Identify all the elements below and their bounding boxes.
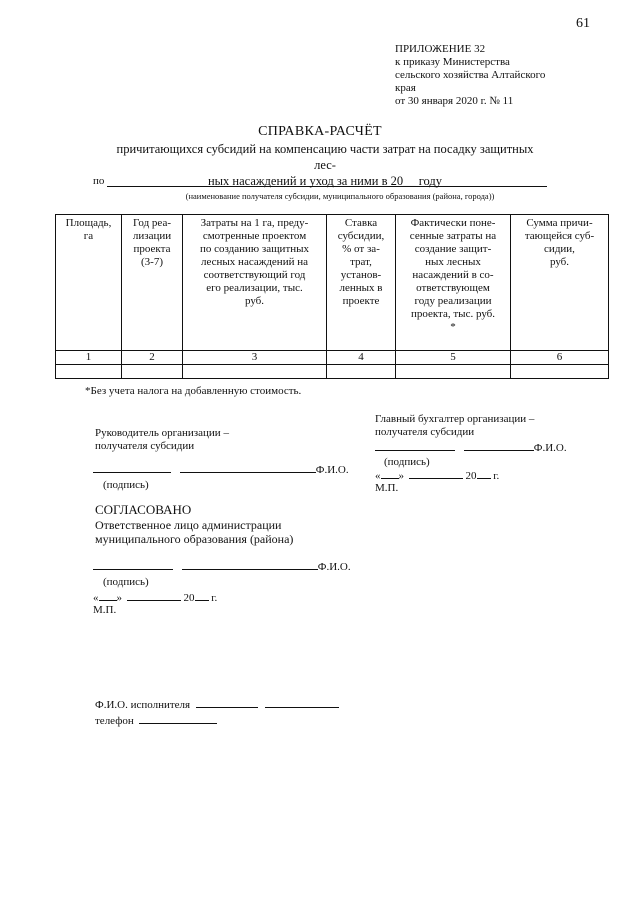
table-header-row (56, 215, 609, 351)
subtitle-line: ных насаждений и уход за ними в 20__ году (207, 174, 443, 188)
appendix-block (395, 43, 595, 108)
header-year: Год реа- лизации проекта (3-7) (122, 215, 183, 351)
appendix-line: края (395, 82, 416, 94)
executor-fio-blank[interactable] (196, 697, 258, 708)
accountant-title: Главный бухгалтер организации – получателя субсидии (375, 413, 535, 438)
agreed-fio-label: Ф.И.О. (317, 561, 351, 573)
agreed-date-line[interactable]: « » 20 г. (93, 592, 218, 604)
column-number: 1 (56, 351, 122, 365)
appendix-line: сельского хозяйства Алтайского (395, 69, 546, 81)
head-fio-label: Ф.И.О. (315, 464, 349, 476)
signature-blank[interactable] (375, 440, 455, 451)
fio-blank[interactable] (180, 462, 316, 473)
year-blank[interactable] (477, 468, 491, 479)
header-area: Площадь, га (56, 215, 122, 351)
head-sign-caption: (подпись) (103, 479, 149, 491)
table-cell[interactable] (396, 365, 511, 379)
accountant-fio-label: Ф.И.О. (533, 442, 567, 454)
day-blank[interactable] (381, 468, 399, 479)
footnote: *Без учета налога на добавленную стоимость. (85, 385, 302, 397)
recipient-caption: (наименование получателя субсидии, муниципального образования (района, города)) (185, 191, 495, 201)
year-blank[interactable] (195, 590, 209, 601)
agreed-seal: М.П. (93, 604, 117, 616)
table-row (56, 365, 609, 379)
table-cell[interactable] (327, 365, 396, 379)
fio-blank[interactable] (464, 440, 534, 451)
day-blank[interactable] (99, 590, 117, 601)
column-number: 3 (183, 351, 327, 365)
appendix-line: к приказу Министерства (395, 56, 510, 68)
executor-fio-label: Ф.И.О. исполнителя (95, 699, 191, 711)
signature-blank[interactable] (93, 462, 171, 473)
accountant-signature-line[interactable] (375, 440, 567, 455)
head-title: Руководитель организации – получателя субсидии (95, 427, 229, 452)
table-cell[interactable] (122, 365, 183, 379)
accountant-sign-caption: (подпись) (384, 456, 430, 468)
page-number: 61 (576, 16, 590, 31)
signature-blank[interactable] (93, 559, 173, 570)
appendix-line: ПРИЛОЖЕНИЕ 32 (395, 43, 486, 55)
column-number: 6 (511, 351, 609, 365)
header-subsidy-amount: Сумма причи- тающейся суб- сидии, руб. (511, 215, 609, 351)
column-number: 2 (122, 351, 183, 365)
recipient-line[interactable] (93, 175, 548, 187)
head-signature-line[interactable] (93, 462, 349, 477)
fio-blank[interactable] (182, 559, 318, 570)
agreed-signature-line[interactable] (93, 559, 351, 574)
agreed-official: Ответственное лицо администрации муниципального образования (района) (95, 518, 294, 546)
agreed-sign-caption: (подпись) (103, 576, 149, 588)
table-cell[interactable] (56, 365, 122, 379)
table-number-row (56, 351, 609, 365)
executor-phone-blank[interactable] (139, 713, 217, 724)
agreed-title: СОГЛАСОВАНО (95, 502, 192, 517)
executor-fio-line[interactable] (95, 697, 339, 712)
calculation-table (55, 214, 609, 379)
recipient-fill-line[interactable] (107, 186, 547, 187)
executor-phone-label: телефон (95, 715, 134, 727)
table-cell[interactable] (183, 365, 327, 379)
appendix-line: от 30 января 2020 г. № 11 (395, 95, 514, 107)
table-cell[interactable] (511, 365, 609, 379)
month-blank[interactable] (127, 590, 181, 601)
executor-fio-blank[interactable] (265, 697, 339, 708)
accountant-date-line[interactable]: « » 20 г. (375, 470, 500, 482)
header-actual-costs: Фактически поне- сенные затраты на создание защит- ных лесных насаждений в со- ответствующем году реализации проекта, тыс. руб. * (396, 215, 511, 351)
header-subsidy-rate: Ставка субсидии, % от за- трат, установ- ленных в проекте (327, 215, 396, 351)
column-number: 5 (396, 351, 511, 365)
document-title: СПРАВКА-РАСЧЁТ (258, 124, 382, 139)
recipient-label: по (93, 175, 105, 187)
accountant-seal: М.П. (375, 482, 399, 494)
subtitle-line: причитающихся субсидий на компенсацию части затрат на посадку защитных лес- (116, 142, 534, 172)
column-number: 4 (327, 351, 396, 365)
month-blank[interactable] (409, 468, 463, 479)
executor-phone-line[interactable] (95, 713, 217, 728)
header-planned-costs: Затраты на 1 га, преду- смотренные проектом по созданию защитных лесных насаждений на соответствующий год его реализации, тыс. руб. (183, 215, 327, 351)
